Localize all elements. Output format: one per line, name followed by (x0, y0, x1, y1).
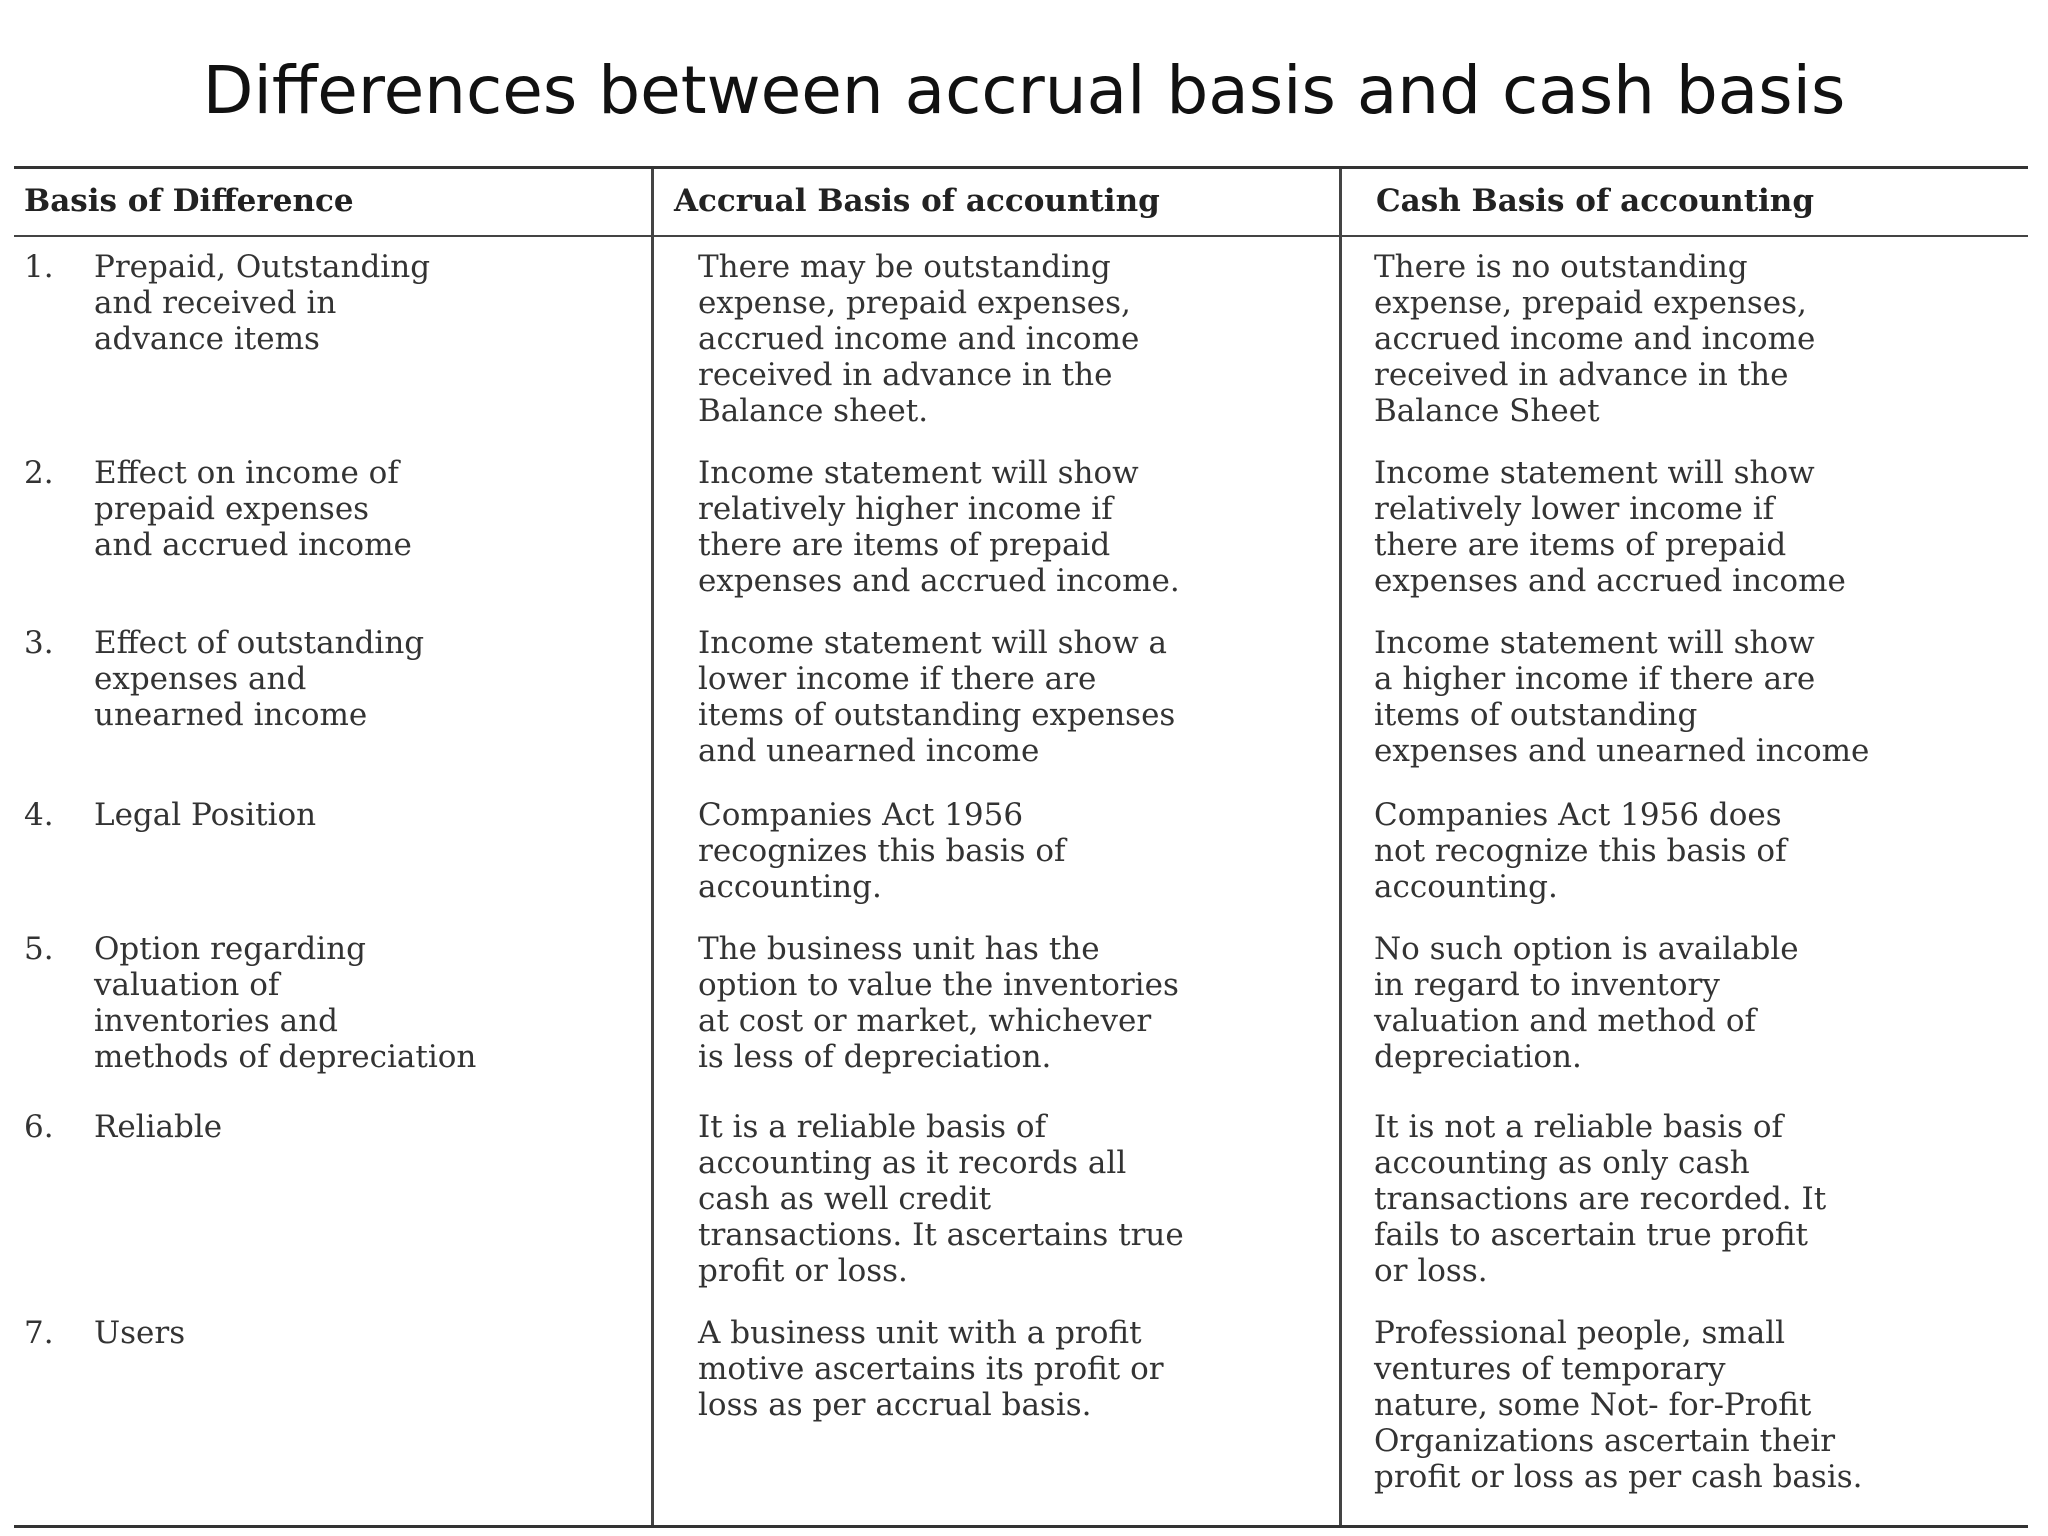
column-divider (651, 169, 654, 1525)
row-cash: It is not a reliable basis of accounting as only cash transactions are recorded. It fails to ascertain true profit or loss. (1374, 1109, 1827, 1289)
header-accrual: Accrual Basis of accounting (674, 183, 1160, 219)
row-number: 4. (24, 797, 54, 833)
row-basis: Reliable (94, 1109, 223, 1145)
header-rule (14, 235, 2028, 237)
row-basis: Prepaid, Outstanding and received in advance items (94, 249, 431, 357)
row-accrual: There may be outstanding expense, prepaid expenses, accrued income and income received in advance in the Balance sheet. (698, 249, 1140, 429)
column-divider (1339, 169, 1342, 1525)
row-accrual: Income statement will show a lower income if there are items of outstanding expenses and unearned income (698, 625, 1176, 769)
row-basis: Option regarding valuation of inventories and methods of depreciation (94, 931, 477, 1075)
row-number: 3. (24, 625, 54, 661)
row-accrual: A business unit with a profit motive ascertains its profit or loss as per accrual basis. (698, 1315, 1164, 1423)
row-number: 5. (24, 931, 54, 967)
comparison-table (14, 166, 2028, 1528)
row-accrual: Income statement will show relatively higher income if there are items of prepaid expenses and accrued income. (698, 455, 1180, 599)
row-number: 7. (24, 1315, 54, 1351)
row-basis: Effect of outstanding expenses and unearned income (94, 625, 425, 733)
header-cash: Cash Basis of accounting (1376, 183, 1815, 219)
row-cash: Income statement will show a higher income if there are items of outstanding expenses and unearned income (1374, 625, 1870, 769)
row-accrual: The business unit has the option to value the inventories at cost or market, whichever is less of depreciation. (698, 931, 1179, 1075)
row-basis: Legal Position (94, 797, 317, 833)
row-cash: Professional people, small ventures of temporary nature, some Not- for-Profit Organizations ascertain their profit or loss as per cash basis. (1374, 1315, 1863, 1495)
row-cash: Income statement will show relatively lower income if there are items of prepaid expenses and accrued income (1374, 455, 1846, 599)
row-number: 2. (24, 455, 54, 491)
header-basis: Basis of Difference (24, 183, 354, 219)
row-accrual: Companies Act 1956 recognizes this basis of accounting. (698, 797, 1066, 905)
row-cash: No such option is available in regard to inventory valuation and method of depreciation. (1374, 931, 1799, 1075)
row-number: 1. (24, 249, 54, 285)
row-accrual: It is a reliable basis of accounting as it records all cash as well credit transactions. It ascertains true profit or loss. (698, 1109, 1184, 1289)
row-cash: Companies Act 1956 does not recognize this basis of accounting. (1374, 797, 1787, 905)
row-basis: Users (94, 1315, 186, 1351)
row-number: 6. (24, 1109, 54, 1145)
row-cash: There is no outstanding expense, prepaid expenses, accrued income and income received in advance in the Balance Sheet (1374, 249, 1816, 429)
slide-title: Differences between accrual basis and cash basis (202, 52, 1846, 129)
row-basis: Effect on income of prepaid expenses and accrued income (94, 455, 412, 563)
